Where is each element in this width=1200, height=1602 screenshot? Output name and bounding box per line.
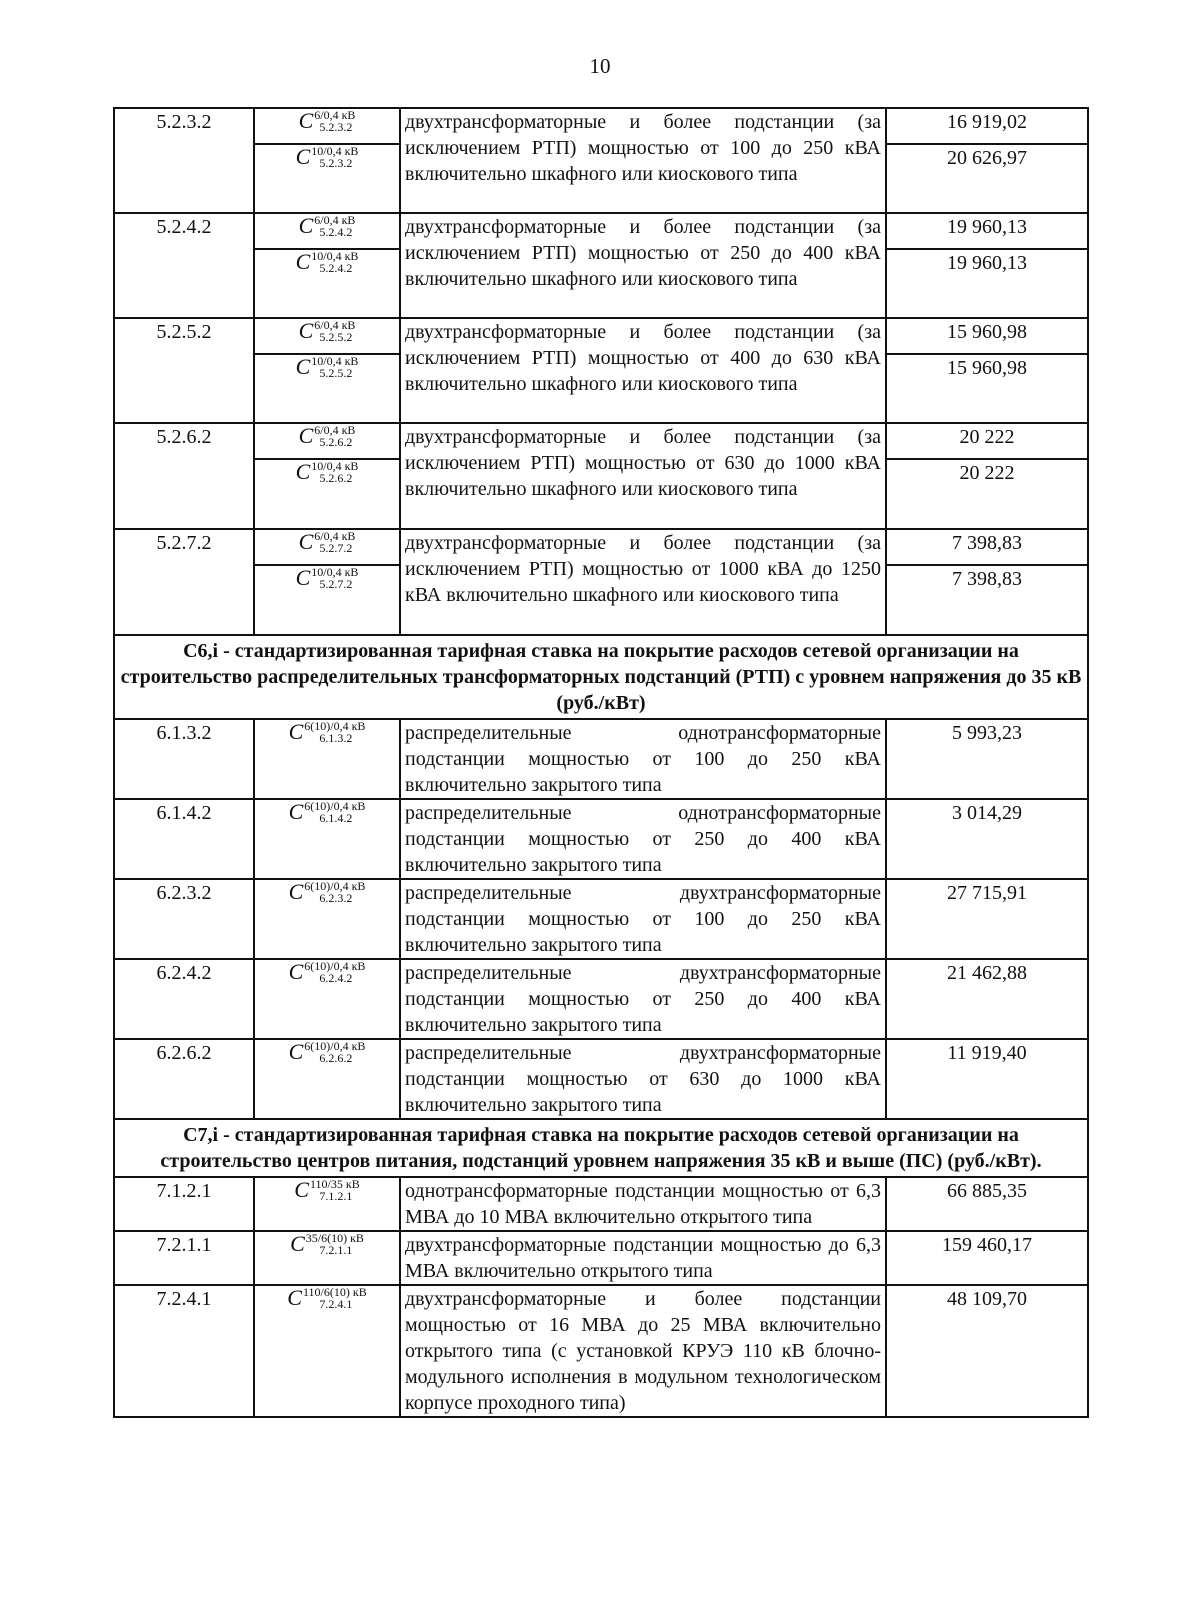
rate-formula — [289, 720, 366, 744]
formula-subscript: 6.2.6.2 — [319, 1051, 353, 1065]
rate-value: 16 919,02 — [886, 108, 1088, 144]
formula-cell — [254, 565, 400, 635]
item-description: двухтрансформаторные и более подстанции (за исключением РТП) мощностью от 250 до 400 кВА включительно шкафного или киоскового типа — [400, 213, 886, 318]
formula-superscript: 6(10)/0,4 кВ — [304, 959, 366, 973]
table-row — [114, 879, 1088, 959]
rate-value: 7 398,83 — [886, 565, 1088, 635]
formula-superscript: 6(10)/0,4 кВ — [304, 799, 366, 813]
formula-cell — [254, 318, 400, 354]
item-description: двухтрансформаторные и более подстанции (за исключением РТП) мощностью от 100 до 250 кВА включительно шкафного или киоскового типа — [400, 108, 886, 213]
formula-symbol: C — [298, 423, 314, 448]
section-header-row — [114, 635, 1088, 719]
table-row — [114, 1285, 1088, 1417]
formula-cell — [254, 1285, 400, 1417]
table-row — [114, 1039, 1088, 1119]
rate-value: 20 222 — [886, 423, 1088, 459]
formula-symbol: C — [288, 959, 304, 984]
item-description: двухтрансформаторные подстанции мощностью до 6,3 МВА включительно открытого типа — [400, 1231, 886, 1285]
item-description: распределительные однотрансформаторные подстанции мощностью от 100 до 250 кВА включительно закрытого типа — [400, 719, 886, 799]
formula-symbol: C — [298, 529, 314, 554]
table-row — [114, 108, 1088, 144]
formula-superscript: 6/0,4 кВ — [314, 213, 356, 227]
formula-symbol: C — [295, 249, 311, 274]
formula-superscript: 35/6(10) кВ — [305, 1231, 364, 1245]
formula-subscript: 6.2.4.2 — [319, 971, 353, 985]
formula-superscript: 10/0,4 кВ — [311, 249, 359, 263]
table-row — [114, 959, 1088, 1039]
item-code: 7.1.2.1 — [114, 1177, 254, 1231]
tariff-table — [113, 107, 1089, 1418]
section-header-row — [114, 1119, 1088, 1177]
item-code: 6.2.6.2 — [114, 1039, 254, 1119]
item-description: однотрансформаторные подстанции мощностью от 6,3 МВА до 10 МВА включительно открытого типа — [400, 1177, 886, 1231]
item-description: двухтрансформаторные и более подстанции (за исключением РТП) мощностью от 1000 кВА до 1250 кВА включительно шкафного или киоскового типа — [400, 529, 886, 635]
item-description: распределительные двухтрансформаторные подстанции мощностью от 250 до 400 кВА включительно закрытого типа — [400, 959, 886, 1039]
rate-value: 19 960,13 — [886, 249, 1088, 318]
formula-subscript: 7.2.4.1 — [319, 1297, 353, 1311]
item-description: двухтрансформаторные и более подстанции мощностью от 16 МВА до 25 МВА включительно открытого типа (с установкой КРУЭ 110 кВ блочно-модульного исполнения в модульном технологическом корпусе проходного типа) — [400, 1285, 886, 1417]
table-row — [114, 799, 1088, 879]
item-code: 7.2.1.1 — [114, 1231, 254, 1285]
formula-symbol: C — [288, 879, 304, 904]
formula-superscript: 6(10)/0,4 кВ — [304, 1039, 366, 1053]
formula-symbol: C — [288, 799, 304, 824]
table-row — [114, 529, 1088, 565]
formula-cell — [254, 1039, 400, 1119]
formula-subscript: 5.2.4.2 — [319, 261, 353, 275]
rate-value: 15 960,98 — [886, 318, 1088, 354]
formula-symbol: C — [298, 318, 314, 343]
rate-formula — [296, 355, 359, 379]
section-header: С6,i - стандартизированная тарифная ставка на покрытие расходов сетевой организации на строительство распределительных трансформаторных подстанций (РТП) с уровнем напряжения до 35 кВ (руб./кВт) — [114, 635, 1088, 719]
formula-cell — [254, 354, 400, 423]
formula-symbol: C — [295, 144, 311, 169]
item-code: 5.2.7.2 — [114, 529, 254, 635]
formula-cell — [254, 799, 400, 879]
rate-formula — [296, 250, 359, 274]
rate-formula — [299, 214, 356, 238]
table-row — [114, 423, 1088, 459]
formula-cell — [254, 529, 400, 565]
rate-value: 21 462,88 — [886, 959, 1088, 1039]
rate-formula — [299, 530, 356, 554]
item-description: двухтрансформаторные и более подстанции (за исключением РТП) мощностью от 400 до 630 кВА включительно шкафного или киоскового типа — [400, 318, 886, 423]
item-code: 5.2.6.2 — [114, 423, 254, 529]
rate-formula — [296, 460, 359, 484]
formula-superscript: 6(10)/0,4 кВ — [304, 719, 366, 733]
formula-cell — [254, 108, 400, 144]
formula-superscript: 6/0,4 кВ — [314, 108, 356, 122]
formula-cell — [254, 879, 400, 959]
formula-subscript: 5.2.7.2 — [319, 541, 353, 555]
rate-formula — [299, 319, 356, 343]
formula-cell — [254, 1177, 400, 1231]
formula-subscript: 5.2.5.2 — [319, 330, 353, 344]
formula-symbol: C — [288, 719, 304, 744]
item-code: 7.2.4.1 — [114, 1285, 254, 1417]
formula-symbol: C — [298, 108, 314, 133]
formula-symbol: C — [295, 565, 311, 590]
formula-superscript: 6/0,4 кВ — [314, 529, 356, 543]
item-code: 5.2.5.2 — [114, 318, 254, 423]
formula-cell — [254, 423, 400, 459]
rate-value: 66 885,35 — [886, 1177, 1088, 1231]
formula-subscript: 5.2.3.2 — [319, 120, 353, 134]
formula-cell — [254, 959, 400, 1039]
rate-formula — [299, 109, 356, 133]
rate-formula — [289, 800, 366, 824]
item-description: распределительные двухтрансформаторные подстанции мощностью от 100 до 250 кВА включительно закрытого типа — [400, 879, 886, 959]
formula-superscript: 10/0,4 кВ — [311, 565, 359, 579]
formula-subscript: 6.1.4.2 — [319, 811, 353, 825]
formula-superscript: 10/0,4 кВ — [311, 354, 359, 368]
item-description: распределительные двухтрансформаторные подстанции мощностью от 630 до 1000 кВА включительно закрытого типа — [400, 1039, 886, 1119]
rate-formula — [289, 1040, 366, 1064]
formula-superscript: 10/0,4 кВ — [311, 144, 359, 158]
rate-value: 19 960,13 — [886, 213, 1088, 249]
rate-formula — [290, 1232, 364, 1256]
formula-superscript: 6(10)/0,4 кВ — [304, 879, 366, 893]
formula-symbol: C — [294, 1177, 309, 1202]
rate-value: 7 398,83 — [886, 529, 1088, 565]
item-code: 6.1.4.2 — [114, 799, 254, 879]
formula-cell — [254, 459, 400, 529]
formula-symbol: C — [287, 1285, 302, 1310]
item-code: 5.2.4.2 — [114, 213, 254, 318]
item-code: 6.1.3.2 — [114, 719, 254, 799]
formula-subscript: 5.2.6.2 — [319, 471, 353, 485]
rate-value: 27 715,91 — [886, 879, 1088, 959]
rate-formula — [296, 566, 359, 590]
formula-cell — [254, 1231, 400, 1285]
table-row — [114, 213, 1088, 249]
rate-value: 5 993,23 — [886, 719, 1088, 799]
rate-formula — [294, 1178, 359, 1202]
table-row — [114, 1231, 1088, 1285]
formula-subscript: 5.2.6.2 — [319, 435, 353, 449]
formula-superscript: 6/0,4 кВ — [314, 318, 356, 332]
rate-formula — [296, 145, 359, 169]
formula-subscript: 6.1.3.2 — [319, 731, 353, 745]
table-row — [114, 1177, 1088, 1231]
rate-value: 3 014,29 — [886, 799, 1088, 879]
formula-subscript: 5.2.4.2 — [319, 225, 353, 239]
formula-superscript: 110/6(10) кВ — [302, 1285, 367, 1299]
formula-subscript: 5.2.5.2 — [319, 366, 353, 380]
rate-value: 15 960,98 — [886, 354, 1088, 423]
rate-formula — [287, 1286, 366, 1310]
formula-cell — [254, 249, 400, 318]
item-code: 6.2.3.2 — [114, 879, 254, 959]
formula-symbol: C — [288, 1039, 304, 1064]
formula-subscript: 7.2.1.1 — [319, 1243, 353, 1257]
section-header: С7,i - стандартизированная тарифная ставка на покрытие расходов сетевой организации на строительство центров питания, подстанций уровнем напряжения 35 кВ и выше (ПС) (руб./кВт). — [114, 1119, 1088, 1177]
rate-formula — [299, 424, 356, 448]
formula-superscript: 110/35 кВ — [309, 1177, 360, 1191]
rate-formula — [289, 880, 366, 904]
formula-subscript: 6.2.3.2 — [319, 891, 353, 905]
item-description: распределительные однотрансформаторные подстанции мощностью от 250 до 400 кВА включительно закрытого типа — [400, 799, 886, 879]
formula-symbol: C — [295, 459, 311, 484]
rate-value: 20 626,97 — [886, 144, 1088, 213]
formula-superscript: 6/0,4 кВ — [314, 423, 356, 437]
item-code: 5.2.3.2 — [114, 108, 254, 213]
formula-subscript: 5.2.7.2 — [319, 577, 353, 591]
formula-cell — [254, 719, 400, 799]
table-row — [114, 318, 1088, 354]
formula-cell — [254, 144, 400, 213]
rate-value: 20 222 — [886, 459, 1088, 529]
item-description: двухтрансформаторные и более подстанции (за исключением РТП) мощностью от 630 до 1000 кВА включительно шкафного или киоскового типа — [400, 423, 886, 529]
formula-symbol: C — [290, 1231, 305, 1256]
rate-formula — [289, 960, 366, 984]
formula-symbol: C — [298, 213, 314, 238]
table-row — [114, 719, 1088, 799]
item-code: 6.2.4.2 — [114, 959, 254, 1039]
formula-superscript: 10/0,4 кВ — [311, 459, 359, 473]
page-number: 10 — [589, 54, 611, 78]
formula-symbol: C — [295, 354, 311, 379]
rate-value: 11 919,40 — [886, 1039, 1088, 1119]
rate-value: 48 109,70 — [886, 1285, 1088, 1417]
formula-subscript: 7.1.2.1 — [319, 1189, 353, 1203]
formula-subscript: 5.2.3.2 — [319, 156, 353, 170]
rate-value: 159 460,17 — [886, 1231, 1088, 1285]
formula-cell — [254, 213, 400, 249]
